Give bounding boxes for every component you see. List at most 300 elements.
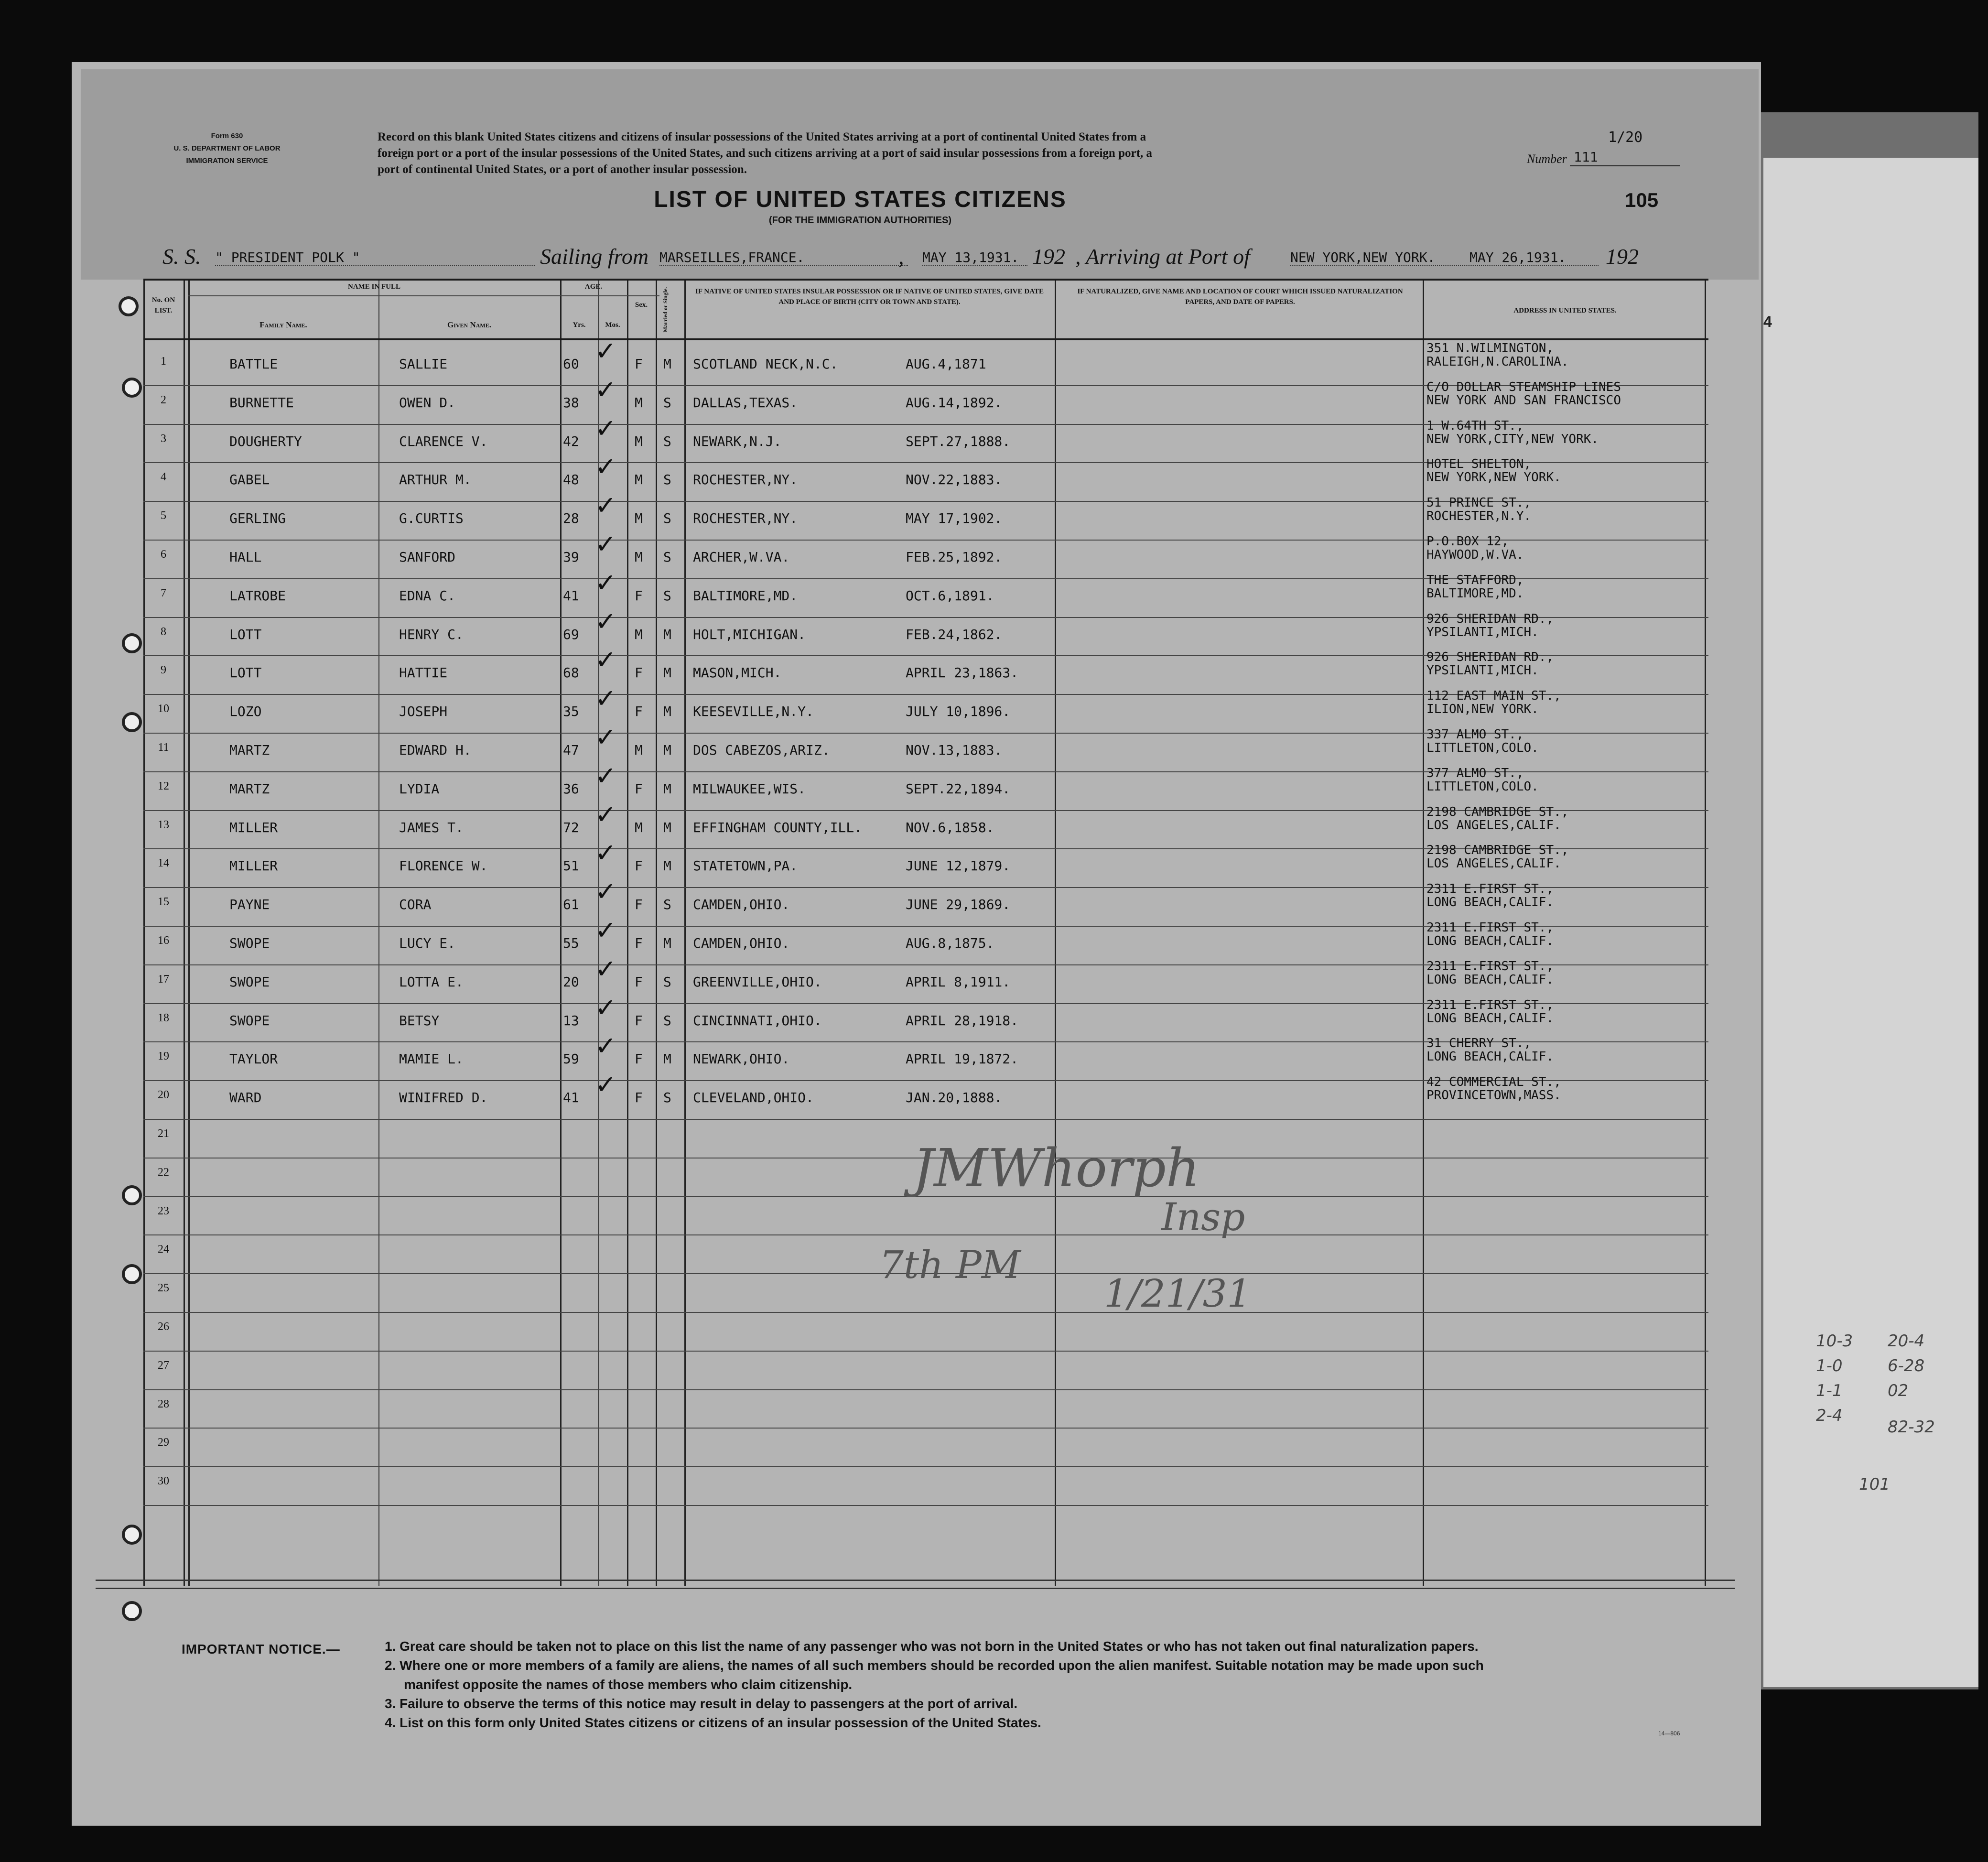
marital-status: M <box>663 742 671 758</box>
birth-place: SCOTLAND NECK,N.C. <box>693 356 838 372</box>
age-check-mark: ✓ <box>595 413 617 444</box>
row-number: 8 <box>161 625 166 638</box>
birth-date: JUNE 12,1879. <box>906 858 1011 874</box>
age-years: 35 <box>563 704 579 720</box>
binding-hole <box>122 1525 142 1545</box>
watch-note: 7th PM <box>879 1243 1021 1287</box>
voyage-line: S. S. " PRESIDENT POLK " Sailing from MARSEILLES,FRANCE. , MAY 13,1931. 192 , Arriving at Port of NEW YORK,NEW YORK. MAY 26,1931. 192 <box>162 244 1639 269</box>
tally-line: 6-28 <box>1888 1356 1925 1375</box>
row-number: 19 <box>158 1050 169 1063</box>
row-number: 12 <box>158 779 169 792</box>
page-subtitle: (FOR THE IMMIGRATION AUTHORITIES) <box>768 215 952 226</box>
sailing-from: MARSEILLES,FRANCE. <box>659 249 805 265</box>
age-years: 28 <box>563 510 579 527</box>
address-line-2: BALTIMORE,MD. <box>1426 586 1524 601</box>
given-name: BETSY <box>399 1012 440 1028</box>
arriving-label: , Arriving at Port of <box>1075 244 1250 269</box>
binding-hole <box>122 633 142 653</box>
age-check-mark: ✓ <box>595 722 617 752</box>
birth-place: ROCHESTER,NY. <box>693 472 798 488</box>
sex: M <box>635 819 643 835</box>
birth-place: ROCHESTER,NY. <box>693 510 798 527</box>
binding-hole <box>122 712 142 732</box>
marital-status: S <box>663 510 671 527</box>
binding-hole <box>122 1264 142 1284</box>
address-line-1: 926 SHERIDAN RD., <box>1426 611 1554 626</box>
address-line-1: 112 EAST MAIN ST., <box>1426 689 1561 704</box>
address-line-1: 31 CHERRY ST., <box>1426 1036 1532 1051</box>
marital-status: S <box>663 394 671 411</box>
sex: M <box>635 549 643 565</box>
age-check-mark: ✓ <box>595 915 617 945</box>
row-number: 29 <box>158 1436 169 1449</box>
birth-place: DOS CABEZOS,ARIZ. <box>693 742 830 758</box>
birth-date: JUNE 29,1869. <box>906 897 1011 913</box>
marital-status: S <box>663 1090 671 1106</box>
side-mark: 4 <box>1763 313 1772 330</box>
intro-text <box>378 129 1458 178</box>
number-value: 111 <box>1574 149 1598 165</box>
address-line-1: 337 ALMO ST., <box>1426 727 1524 742</box>
row-number: 7 <box>161 586 166 599</box>
address-line-2: NEW YORK AND SAN FRANCISCO <box>1426 393 1621 408</box>
page-number: 105 <box>1625 189 1659 211</box>
given-name: HENRY C. <box>399 626 464 642</box>
side-tally <box>1816 1329 1969 1529</box>
birth-date: FEB.25,1892. <box>906 549 1003 565</box>
sailing-label: Sailing from <box>540 244 649 269</box>
col-yrs: Yrs. <box>573 321 586 329</box>
notice-item: 1. Great care should be taken not to place on this list the name of any passenger who was not born in the United States or who has not taken out final naturalization papers. <box>385 1639 1479 1654</box>
sex: M <box>635 472 643 488</box>
birth-date: SEPT.22,1894. <box>906 780 1011 797</box>
notice-lead: IMPORTANT NOTICE.— <box>182 1642 340 1656</box>
given-name: SANFORD <box>399 549 456 565</box>
birth-place: DALLAS,TEXAS. <box>693 394 798 411</box>
birth-place: EFFINGHAM COUNTY,ILL. <box>693 819 863 835</box>
address-line-2: ROCHESTER,N.Y. <box>1426 509 1532 524</box>
address-line-2: LOS ANGELES,CALIF. <box>1426 818 1561 833</box>
dotted-rule <box>922 265 1027 266</box>
address-line-1: 377 ALMO ST., <box>1426 766 1524 780</box>
given-name: EDWARD H. <box>399 742 472 758</box>
family-name: MARTZ <box>229 742 270 758</box>
address-line-1: C/O DOLLAR STEAMSHIP LINES <box>1426 379 1621 394</box>
given-name: WINIFRED D. <box>399 1090 488 1106</box>
marital-status: S <box>663 974 671 990</box>
family-name: GABEL <box>229 472 270 488</box>
row-number: 22 <box>158 1166 169 1179</box>
col-mos: Mos. <box>605 321 620 329</box>
family-name: BATTLE <box>229 356 278 372</box>
age-check-mark: ✓ <box>595 683 617 714</box>
address-line-2: YPSILANTI,MICH. <box>1426 625 1539 639</box>
birth-date: AUG.8,1875. <box>906 935 994 951</box>
birth-place: NEWARK,N.J. <box>693 433 782 449</box>
notice-item: 3. Failure to observe the terms of this notice may result in delay to passengers at the port of arrival. <box>385 1696 1018 1711</box>
family-name: DOUGHERTY <box>229 433 302 449</box>
age-years: 47 <box>563 742 579 758</box>
tally-line: 82-32 <box>1888 1418 1935 1437</box>
given-name: FLORENCE W. <box>399 858 488 874</box>
marital-status: M <box>663 858 671 874</box>
form-line: Form 630 <box>211 132 243 140</box>
row-number: 24 <box>158 1243 169 1256</box>
passenger-table <box>143 279 1708 1586</box>
birth-date: SEPT.27,1888. <box>906 433 1011 449</box>
sex: M <box>635 626 643 642</box>
row-number: 5 <box>161 509 166 522</box>
birth-date: JAN.20,1888. <box>906 1090 1003 1106</box>
birth-date: APRIL 23,1863. <box>906 665 1019 681</box>
tally-line: 10-3 <box>1816 1332 1853 1351</box>
col-birthplace: IF NATIVE OF UNITED STATES INSULAR POSSESSION OR IF NATIVE OF UNITED STATES, GIVE DATE AND PLACE OF BIRTH (CITY OR TOWN AND STATE). <box>695 288 1044 306</box>
binding-hole <box>122 1185 142 1205</box>
tally-line: 20-4 <box>1888 1332 1925 1351</box>
family-name: LOTT <box>229 665 262 681</box>
marital-status: M <box>663 665 671 681</box>
address-line-2: RALEIGH,N.CAROLINA. <box>1426 355 1569 369</box>
given-name: CLARENCE V. <box>399 433 488 449</box>
row-rule <box>143 1466 1708 1467</box>
notice-item: 4. List on this form only United States citizens or citizens of an insular possession of the United States. <box>385 1715 1041 1730</box>
address-line-1: 2311 E.FIRST ST., <box>1426 959 1554 974</box>
age-check-mark: ✓ <box>595 374 617 405</box>
row-number: 6 <box>161 548 166 561</box>
marital-status: M <box>663 1051 671 1067</box>
birth-place: BALTIMORE,MD. <box>693 587 798 604</box>
row-number: 4 <box>161 471 166 484</box>
given-name: LUCY E. <box>399 935 456 951</box>
age-years: 20 <box>563 974 579 990</box>
sex: M <box>635 510 643 527</box>
tally-line: 2-4 <box>1816 1406 1843 1425</box>
row-rule <box>143 1312 1708 1313</box>
col-naturalized: IF NATURALIZED, GIVE NAME AND LOCATION OF COURT WHICH ISSUED NATURALIZATION PAPERS, AND DATE OF PAPERS. <box>1077 288 1403 306</box>
tally-line: 02 <box>1888 1381 1909 1400</box>
age-check-mark: ✓ <box>595 645 617 675</box>
sex: F <box>635 356 643 372</box>
address-line-2: NEW YORK,CITY,NEW YORK. <box>1426 432 1599 446</box>
family-name: SWOPE <box>229 935 270 951</box>
row-number: 30 <box>158 1475 169 1488</box>
sex: M <box>635 742 643 758</box>
given-name: OWEN D. <box>399 394 456 411</box>
address-line-2: LONG BEACH,CALIF. <box>1426 934 1554 948</box>
row-number: 3 <box>161 432 166 445</box>
address-line-1: 51 PRINCE ST., <box>1426 496 1532 510</box>
form-line: U. S. DEPARTMENT OF LABOR <box>173 144 281 152</box>
row-number: 27 <box>158 1359 169 1372</box>
age-check-mark: ✓ <box>595 529 617 559</box>
ship-name: " PRESIDENT POLK " <box>215 249 360 265</box>
birth-date: NOV.22,1883. <box>906 472 1003 488</box>
family-name: PAYNE <box>229 897 270 913</box>
marital-status: S <box>663 472 671 488</box>
marital-status: M <box>663 935 671 951</box>
birth-date: MAY 17,1902. <box>906 510 1003 527</box>
dotted-rule <box>1469 265 1599 266</box>
inspector-signature: JMWhorph <box>913 1137 1200 1199</box>
sex: F <box>635 897 643 913</box>
given-name: JOSEPH <box>399 704 448 720</box>
dotted-rule <box>215 265 535 266</box>
age-check-mark: ✓ <box>595 838 617 868</box>
number-fraction: 1/20 <box>1608 129 1643 146</box>
marital-status: M <box>663 819 671 835</box>
birth-place: HOLT,MICHIGAN. <box>693 626 806 642</box>
birth-place: NEWARK,OHIO. <box>693 1051 790 1067</box>
notice-item: 2. Where one or more members of a family are aliens, the names of all such members should be recorded upon the alien manifest. Suitable notation may be made upon such <box>385 1658 1484 1673</box>
row-number: 1 <box>161 355 166 368</box>
col-married: Married or Single. <box>662 287 669 333</box>
address-line-2: PROVINCETOWN,MASS. <box>1426 1088 1561 1103</box>
sex: M <box>635 433 643 449</box>
address-line-1: 926 SHERIDAN RD., <box>1426 650 1554 665</box>
age-years: 13 <box>563 1012 579 1028</box>
birth-date: AUG.14,1892. <box>906 394 1003 411</box>
address-line-1: HOTEL SHELTON, <box>1426 457 1532 472</box>
sex: F <box>635 704 643 720</box>
address-line-2: LITTLETON,COLO. <box>1426 779 1539 794</box>
family-name: TAYLOR <box>229 1051 278 1067</box>
row-number: 16 <box>158 934 169 947</box>
sailing-date: MAY 13,1931. <box>922 249 1019 265</box>
col-no: No. ON LIST. <box>151 296 175 314</box>
marital-status: M <box>663 780 671 797</box>
marital-status: M <box>663 626 671 642</box>
age-years: 41 <box>563 1090 579 1106</box>
row-rule <box>143 1351 1708 1352</box>
row-number: 21 <box>158 1127 169 1140</box>
family-name: MARTZ <box>229 780 270 797</box>
address-line-1: 2311 E.FIRST ST., <box>1426 920 1554 935</box>
birth-place: STATETOWN,PA. <box>693 858 798 874</box>
intro-line: Record on this blank United States citizens and citizens of insular possessions of the United States arriving at a port of continental United States from a <box>378 130 1146 143</box>
age-years: 59 <box>563 1051 579 1067</box>
birth-date: FEB.24,1862. <box>906 626 1003 642</box>
col-address: ADDRESS IN UNITED STATES. <box>1513 307 1617 314</box>
address-line-2: LONG BEACH,CALIF. <box>1426 895 1554 910</box>
dotted-rule <box>659 265 908 266</box>
row-number: 10 <box>158 703 169 715</box>
number-label: Number <box>1527 152 1567 166</box>
birth-place: CINCINNATI,OHIO. <box>693 1012 822 1028</box>
address-line-2: LOS ANGELES,CALIF. <box>1426 856 1561 871</box>
age-years: 55 <box>563 935 579 951</box>
year-suffix: 192 <box>1032 244 1065 269</box>
birth-place: MASON,MICH. <box>693 665 782 681</box>
col-name-in-full: NAME IN FULL <box>347 283 400 291</box>
row-number: 11 <box>158 741 169 754</box>
age-years: 36 <box>563 780 579 797</box>
tally-line: 1-0 <box>1816 1356 1843 1375</box>
age-check-mark: ✓ <box>595 1070 617 1100</box>
sex: F <box>635 780 643 797</box>
age-years: 61 <box>563 897 579 913</box>
sex: F <box>635 1090 643 1106</box>
sex: F <box>635 974 643 990</box>
address-line-2: LITTLETON,COLO. <box>1426 741 1539 755</box>
marital-status: S <box>663 433 671 449</box>
address-line-2: ILION,NEW YORK. <box>1426 702 1539 717</box>
given-name: SALLIE <box>399 356 448 372</box>
birth-place: KEESEVILLE,N.Y. <box>693 704 814 720</box>
sex: F <box>635 858 643 874</box>
given-name: MAMIE L. <box>399 1051 464 1067</box>
row-number: 9 <box>161 664 166 677</box>
intro-line: port of continental United States, or a port of another insular possession. <box>378 163 747 176</box>
sex: M <box>635 394 643 411</box>
age-years: 38 <box>563 394 579 411</box>
family-name: LATROBE <box>229 587 286 604</box>
notice-item: manifest opposite the names of those members who claim citizenship. <box>404 1677 853 1692</box>
age-years: 69 <box>563 626 579 642</box>
address-line-1: 2311 E.FIRST ST., <box>1426 997 1554 1012</box>
given-name: ARTHUR M. <box>399 472 472 488</box>
birth-date: APRIL 8,1911. <box>906 974 1011 990</box>
given-name: CORA <box>399 897 432 913</box>
age-check-mark: ✓ <box>595 992 617 1023</box>
age-check-mark: ✓ <box>595 760 617 791</box>
address-line-2: YPSILANTI,MICH. <box>1426 663 1539 678</box>
col-sex: Sex. <box>635 301 648 309</box>
col-family-name: Family Name. <box>259 320 307 329</box>
row-number: 15 <box>158 896 169 909</box>
binding-hole <box>122 378 142 398</box>
tally-line: 1-1 <box>1816 1381 1843 1400</box>
address-line-1: 2198 CAMBRIDGE ST., <box>1426 843 1569 858</box>
address-line-2: NEW YORK,NEW YORK. <box>1426 470 1561 485</box>
age-check-mark: ✓ <box>595 799 617 830</box>
tally-line: 101 <box>1859 1475 1890 1494</box>
row-rule <box>143 1428 1708 1429</box>
family-name: GERLING <box>229 510 286 527</box>
age-check-mark: ✓ <box>595 606 617 637</box>
birth-place: CLEVELAND,OHIO. <box>693 1090 814 1106</box>
sex: F <box>635 1051 643 1067</box>
row-number: 20 <box>158 1089 169 1102</box>
age-check-mark: ✓ <box>595 953 617 984</box>
inspector-title: Insp <box>1161 1195 1245 1239</box>
family-name: WARD <box>229 1090 262 1106</box>
age-check-mark: ✓ <box>595 1031 617 1061</box>
ss-label: S. S. <box>162 244 201 269</box>
age-check-mark: ✓ <box>595 490 617 521</box>
binding-hole <box>119 296 139 316</box>
given-name: HATTIE <box>399 665 448 681</box>
address-line-1: 2311 E.FIRST ST., <box>1426 882 1554 897</box>
address-line-1: 351 N.WILMINGTON, <box>1426 341 1554 356</box>
table-bottom-rule <box>96 1580 1735 1589</box>
address-line-1: 42 COMMERCIAL ST., <box>1426 1075 1561 1090</box>
marital-status: S <box>663 587 671 604</box>
birth-place: MILWAUKEE,WIS. <box>693 780 806 797</box>
age-check-mark: ✓ <box>595 336 617 366</box>
birth-place: CAMDEN,OHIO. <box>693 935 790 951</box>
row-number: 2 <box>161 393 166 406</box>
sex: F <box>635 665 643 681</box>
address-line-1: 1 W.64TH ST., <box>1426 418 1524 433</box>
given-name: JAMES T. <box>399 819 464 835</box>
age-years: 60 <box>563 356 579 372</box>
number-underline <box>1570 165 1680 166</box>
family-name: BURNETTE <box>229 394 294 411</box>
marital-status: M <box>663 356 671 372</box>
age-years: 68 <box>563 665 579 681</box>
birth-date: APRIL 19,1872. <box>906 1051 1019 1067</box>
row-rule <box>143 1234 1708 1235</box>
col-age: AGE. <box>584 283 603 291</box>
age-years: 42 <box>563 433 579 449</box>
arriving-port: NEW YORK,NEW YORK. <box>1290 249 1436 265</box>
marital-status: M <box>663 704 671 720</box>
row-rule <box>143 1119 1708 1120</box>
birth-date: APRIL 28,1918. <box>906 1012 1019 1028</box>
address-line-1: THE STAFFORD, <box>1426 573 1524 587</box>
family-name: LOZO <box>229 704 262 720</box>
sex: F <box>635 1012 643 1028</box>
row-number: 13 <box>158 818 169 831</box>
binding-hole <box>122 1601 142 1621</box>
row-number: 17 <box>158 973 169 985</box>
row-number: 18 <box>158 1011 169 1024</box>
col-given-name: Given Name. <box>447 320 491 329</box>
birth-date: JULY 10,1896. <box>906 704 1011 720</box>
form-code: 14—806 <box>1658 1730 1680 1737</box>
age-check-mark: ✓ <box>595 567 617 598</box>
marital-status: S <box>663 549 671 565</box>
row-rule <box>143 1505 1708 1506</box>
family-name: MILLER <box>229 819 278 835</box>
birth-date: AUG.4,1871 <box>906 356 986 372</box>
address-line-2: LONG BEACH,CALIF. <box>1426 1011 1554 1026</box>
age-years: 41 <box>563 587 579 604</box>
age-years: 39 <box>563 549 579 565</box>
given-name: LOTTA E. <box>399 974 464 990</box>
family-name: HALL <box>229 549 262 565</box>
sex: F <box>635 935 643 951</box>
age-years: 48 <box>563 472 579 488</box>
page-title: LIST OF UNITED STATES CITIZENS <box>654 187 1067 212</box>
birth-date: NOV.6,1858. <box>906 819 994 835</box>
address-line-2: LONG BEACH,CALIF. <box>1426 972 1554 987</box>
row-number: 25 <box>158 1282 169 1295</box>
year-suffix-2: 192 <box>1606 244 1639 269</box>
row-number: 26 <box>158 1321 169 1333</box>
given-name: G.CURTIS <box>399 510 464 527</box>
family-name: SWOPE <box>229 974 270 990</box>
row-number: 14 <box>158 857 169 870</box>
form-line: IMMIGRATION SERVICE <box>186 157 268 165</box>
age-years: 72 <box>563 819 579 835</box>
birth-date: NOV.13,1883. <box>906 742 1003 758</box>
handwritten-date: 1/21/31 <box>1104 1271 1252 1316</box>
family-name: SWOPE <box>229 1012 270 1028</box>
family-name: MILLER <box>229 858 278 874</box>
address-line-1: P.O.BOX 12, <box>1426 534 1509 549</box>
family-name: LOTT <box>229 626 262 642</box>
age-check-mark: ✓ <box>595 877 617 907</box>
birth-date: OCT.6,1891. <box>906 587 994 604</box>
given-name: EDNA C. <box>399 587 456 604</box>
given-name: LYDIA <box>399 780 440 797</box>
row-number: 23 <box>158 1204 169 1217</box>
row-rule <box>143 1389 1708 1390</box>
age-check-mark: ✓ <box>595 452 617 482</box>
address-line-1: 2198 CAMBRIDGE ST., <box>1426 804 1569 819</box>
row-number: 28 <box>158 1397 169 1410</box>
